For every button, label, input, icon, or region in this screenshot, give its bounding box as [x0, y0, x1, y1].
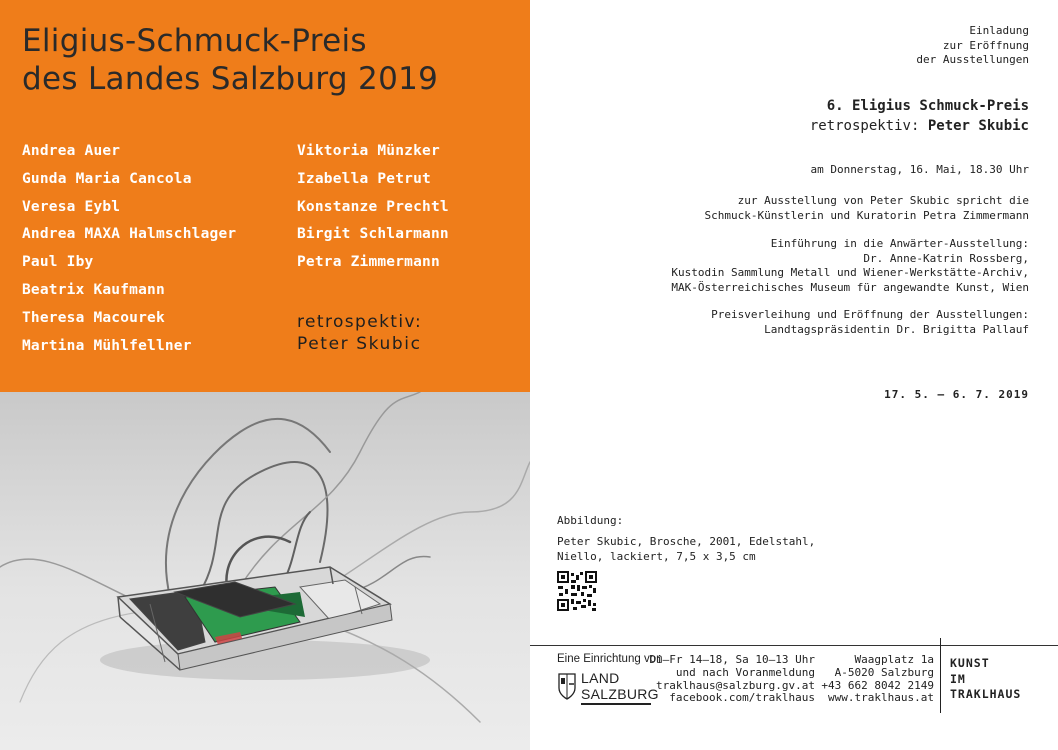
- exhibition-period: 17. 5. – 6. 7. 2019: [884, 388, 1029, 401]
- kunst-im-traklhaus-logo: [950, 656, 1021, 703]
- invite-line: der Ausstellungen: [916, 53, 1029, 66]
- intro-line: Kustodin Sammlung Metall und Wiener-Werkstätte-Archiv,: [671, 266, 1029, 279]
- artist-list-col1: [22, 138, 236, 360]
- opening-hours: [649, 654, 815, 705]
- headline-line-1: 6. Eligius Schmuck-Preis: [826, 98, 1029, 114]
- institution-label: Eine Einrichtung von: [557, 653, 663, 665]
- retrospective-label: [297, 311, 422, 355]
- event-date: am Donnerstag, 16. Mai, 18.30 Uhr: [810, 163, 1029, 176]
- artist-name: Gunda Maria Cancola: [22, 170, 192, 187]
- website-link[interactable]: www.traklhaus.at: [828, 691, 934, 705]
- intro-line: Einführung in die Anwärter-Ausstellung:: [770, 237, 1029, 250]
- artist-name: Martina Mühlfellner: [22, 337, 192, 354]
- kit-line: KUNST: [950, 656, 990, 670]
- invitation-panel: [530, 0, 1058, 750]
- brooch-photo: [0, 392, 530, 750]
- hours-line: Di–Fr 14–18, Sa 10–13 Uhr: [649, 653, 815, 666]
- artist-name: Theresa Macourek: [22, 309, 165, 326]
- email-link[interactable]: traklhaus@salzburg.gv.at: [656, 678, 815, 692]
- invite-line: Einladung: [969, 24, 1029, 37]
- land-line-1: LAND: [581, 670, 620, 686]
- kit-line: TRAKLHAUS: [950, 687, 1022, 701]
- title-line-2: des Landes Salzburg 2019: [22, 61, 439, 97]
- artist-name: Paul Iby: [22, 254, 94, 271]
- award-line: Landtagspräsidentin Dr. Brigitta Pallauf: [764, 322, 1029, 336]
- artist-list-col2: [297, 138, 449, 277]
- artist-name: Viktoria Münzker: [297, 143, 440, 159]
- award-info: [711, 308, 1029, 337]
- retro-line-2: Peter Skubic: [297, 334, 422, 354]
- headline-prefix: retrospektiv:: [809, 118, 928, 134]
- artist-name: Beatrix Kaufmann: [22, 281, 165, 298]
- award-line: Preisverleihung und Eröffnung der Ausstellungen:: [711, 308, 1029, 321]
- intro-line: Dr. Anne-Katrin Rossberg,: [863, 251, 1029, 265]
- exhibition-title: [22, 22, 438, 98]
- caption-line: Peter Skubic, Brosche, 2001, Edelstahl,: [557, 535, 816, 548]
- address-line: Waagplatz 1a: [854, 653, 934, 666]
- artist-name: Veresa Eybl: [22, 198, 121, 215]
- land-salzburg-logo: [581, 670, 659, 702]
- event-headline: [810, 96, 1029, 136]
- intro-line: MAK-Österreichisches Museum für angewandte Kunst, Wien: [671, 280, 1029, 294]
- qr-code-icon[interactable]: [557, 571, 597, 611]
- address-block: [821, 654, 934, 705]
- phone-number[interactable]: +43 662 8042 2149: [821, 678, 934, 692]
- headline-line-2: [810, 116, 1029, 136]
- caption-heading: Abbildung:: [557, 514, 624, 527]
- headline-artist: Peter Skubic: [927, 118, 1029, 134]
- artist-name: Andrea MAXA Halmschlager: [22, 226, 237, 243]
- artist-name: Izabella Petrut: [297, 170, 431, 187]
- artist-name: Birgit Schlarmann: [297, 226, 449, 243]
- brooch-illustration: [0, 392, 530, 750]
- speaker-info: [704, 194, 1029, 223]
- salzburg-crest-icon: [557, 670, 577, 702]
- artist-name: Konstanze Prechtl: [297, 198, 449, 215]
- invite-line: zur Eröffnung: [942, 38, 1029, 52]
- footer-vertical-divider: [940, 638, 941, 713]
- land-line-2: SALZBURG: [581, 686, 659, 702]
- logo-underline: [581, 703, 651, 705]
- invitation-heading: [916, 24, 1029, 68]
- artist-name: Andrea Auer: [22, 143, 121, 159]
- caption-line: Niello, lackiert, 7,5 x 3,5 cm: [557, 550, 756, 563]
- artist-name: Petra Zimmermann: [297, 254, 440, 271]
- title-line-1: Eligius-Schmuck-Preis: [22, 23, 367, 59]
- address-line: A-5020 Salzburg: [834, 665, 934, 679]
- image-caption: [557, 513, 815, 564]
- footer-divider: [530, 645, 1058, 646]
- title-panel: [0, 0, 530, 392]
- speaker-line: zur Ausstellung von Peter Skubic spricht die: [737, 194, 1029, 207]
- retro-line-1: retrospektiv:: [297, 312, 423, 332]
- facebook-link[interactable]: facebook.com/traklhaus: [669, 691, 815, 705]
- introduction-info: [671, 237, 1029, 295]
- kit-line: IM: [950, 671, 966, 686]
- speaker-line: Schmuck-Künstlerin und Kuratorin Petra Zimmermann: [704, 208, 1029, 222]
- hours-line: und nach Voranmeldung: [675, 665, 815, 679]
